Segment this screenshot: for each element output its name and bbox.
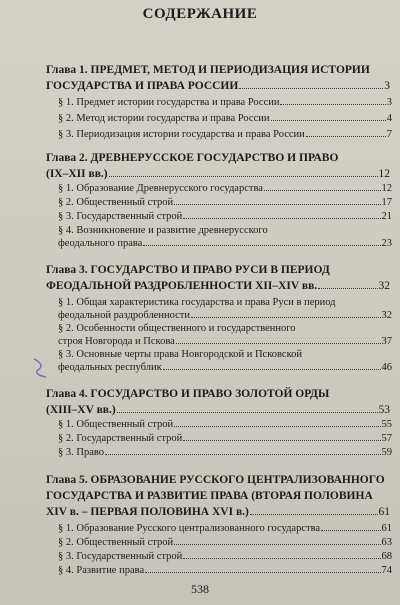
chapter-1-heading-line-1: Глава 1. ПРЕДМЕТ, МЕТОД И ПЕРИОДИЗАЦИЯ ИСТОРИИ — [46, 64, 370, 76]
toc-entry: § 2. Государственный строй 57 — [58, 433, 392, 444]
chapter-2-heading-line-1: Глава 2. ДРЕВНЕРУССКОЕ ГОСУДАРСТВО И ПРАВО — [46, 152, 339, 164]
chapter-2-heading-line-2: (IX–XII вв.) 12 — [46, 168, 390, 180]
chapter-5-heading-line-1: Глава 5. ОБРАЗОВАНИЕ РУССКОГО ЦЕНТРАЛИЗОВАННОГО — [46, 474, 385, 486]
toc-entry: § 3. Право 59 — [58, 447, 392, 458]
chapter-2-page: 12 — [378, 168, 390, 180]
toc-entry: § 1. Общая характеристика государства и права Руси в период феодальной раздробленности 32 — [58, 297, 392, 321]
toc-entry: § 3. Периодизация истории государства и права России 7 — [58, 129, 392, 140]
chapter-5-heading-line-3: XIV в. – ПЕРВАЯ ПОЛОВИНА XVI в.) 61 — [46, 506, 390, 518]
toc-entry: § 3. Основные черты права Новгородской и Псковской феодальных республик 46 — [58, 349, 392, 373]
toc-entry: § 3. Государственный строй 21 — [58, 211, 392, 222]
toc-entry: § 1. Образование Русского централизованного государства 61 — [58, 523, 392, 534]
chapter-3-heading-line-1: Глава 3. ГОСУДАРСТВО И ПРАВО РУСИ В ПЕРИОД — [46, 264, 330, 276]
chapter-4-heading — [46, 386, 390, 418]
chapter-4-heading-line-1: Глава 4. ГОСУДАРСТВО И ПРАВО ЗОЛОТОЙ ОРДЫ — [46, 388, 330, 400]
toc-entry: § 1. Общественный строй 55 — [58, 419, 392, 430]
chapter-5-heading-line-2: ГОСУДАРСТВА И РАЗВИТИЕ ПРАВА (ВТОРАЯ ПОЛОВИНА — [46, 490, 373, 502]
chapter-3-heading-line-2: ФЕОДАЛЬНОЙ РАЗДРОБЛЕННОСТИ XII–XIV вв. 32 — [46, 280, 390, 292]
chapter-3-page: 32 — [378, 280, 390, 292]
toc-entry: § 2. Метод истории государства и права России 4 — [58, 113, 392, 124]
toc-entry: § 3. Государственный строй 68 — [58, 551, 392, 562]
pencil-mark-icon — [30, 356, 52, 380]
chapter-5-heading — [46, 472, 390, 520]
toc-entry: § 2. Особенности общественного и государственного строя Новгорода и Пскова 37 — [58, 323, 392, 347]
chapter-1-heading — [46, 62, 390, 94]
toc-entry: § 2. Общественный строй 17 — [58, 197, 392, 208]
chapter-4-heading-line-2: (XIII–XV вв.) 53 — [46, 404, 390, 416]
page-title: СОДЕРЖАНИЕ — [142, 6, 258, 22]
toc-entry: § 4. Возникновение и развитие древнерусского феодального права 23 — [58, 225, 392, 249]
chapter-1-page: 3 — [384, 80, 390, 92]
toc-entry: § 1. Предмет истории государства и права России 3 — [58, 97, 392, 108]
chapter-3-heading — [46, 262, 390, 294]
toc-entry: § 1. Образование Древнерусского государства 12 — [58, 183, 392, 194]
chapter-5-page: 61 — [378, 506, 390, 518]
chapter-4-page: 53 — [378, 404, 390, 416]
chapter-1-heading-line-2: ГОСУДАРСТВА И ПРАВА РОССИИ 3 — [46, 80, 390, 92]
page-number: 538 — [191, 582, 209, 596]
toc-entry: § 4. Развитие права 74 — [58, 565, 392, 576]
toc-entry: § 2. Общественный строй 63 — [58, 537, 392, 548]
chapter-2-heading — [46, 150, 390, 182]
